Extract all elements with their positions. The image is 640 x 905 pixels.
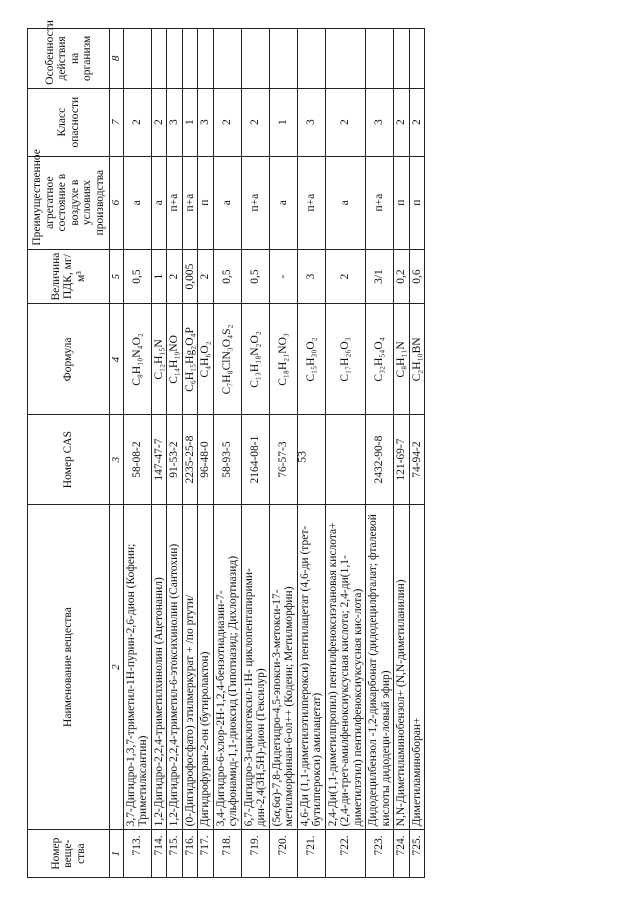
rotated-page <box>27 20 627 878</box>
cell-aggregate-state: п+а <box>297 156 325 249</box>
table-row <box>182 29 198 878</box>
table-row <box>151 29 167 878</box>
header-pdk: Величина ПДК, мг/м³ <box>28 249 110 304</box>
cell-cas-number: 2432-90-8 <box>366 415 394 504</box>
header-features: Особенности действия на организм <box>28 29 110 89</box>
cell-formula: C₁₈H₂₁NO₃ <box>269 304 297 415</box>
cell-formula: C₇H₈ClN₃O₄S₂ <box>213 304 241 415</box>
table-row <box>241 29 269 878</box>
cell-substance-name: 2,4-Ди(1,1-диметилпропил) пентилфеноксиэтановая кислота+ (2,4-ди-трет-амилфеноксиуксусная кислота; 2,4-ди(1,1-диметилэтил) пентилфеноксиуксусная кис-лота) <box>325 504 366 830</box>
cell-aggregate-state: п+а <box>241 156 269 249</box>
cell-number: 715. <box>167 830 183 878</box>
cell-pdk-value: 3/1 <box>366 249 394 304</box>
cell-features <box>409 29 425 89</box>
header-row <box>28 29 110 878</box>
cell-number: 713. <box>123 830 151 878</box>
cell-cas-number: 58-93-5 <box>213 415 241 504</box>
cell-number: 724. <box>394 830 410 878</box>
cell-hazard-class: 2 <box>325 88 366 156</box>
cell-number: 718. <box>213 830 241 878</box>
cell-hazard-class: 2 <box>151 88 167 156</box>
cell-substance-name: 3,7-Дигидро-1,3,7-триметил-1Н-пурин-2,6-дион (Кофеин; Триметилксантин) <box>123 504 151 830</box>
table-row <box>297 29 325 878</box>
cell-pdk-value: 1 <box>151 249 167 304</box>
cell-number: 721. <box>297 830 325 878</box>
cell-cas-number <box>325 415 366 504</box>
cell-features <box>182 29 198 89</box>
cell-formula: C₄H₆O₂ <box>198 304 214 415</box>
cell-substance-name: 4,6-Ди (1,1-диметилэтилперокси) пентилацетат (4,6-ди (трет-бутилперокси) амилацетат) <box>297 504 325 830</box>
cell-hazard-class: 2 <box>394 88 410 156</box>
header-name: Наименование вещества <box>28 504 110 830</box>
cell-hazard-class: 3 <box>297 88 325 156</box>
cell-formula: C₁₂H₁₅N <box>151 304 167 415</box>
column-number: 4 <box>110 304 124 415</box>
cell-substance-name: 1,2-Дигидро-2,2,4-триметилхинолин (Ацетонанил) <box>151 504 167 830</box>
cell-substance-name: N,N-Диметиламинобензол+ (N,N-диметиланилин) <box>394 504 410 830</box>
cell-number: 717. <box>198 830 214 878</box>
table-row <box>394 29 410 878</box>
cell-hazard-class: 3 <box>198 88 214 156</box>
cell-formula: C₁₅H₃₀O₂ <box>297 304 325 415</box>
cell-cas-number: 2164-08-1 <box>241 415 269 504</box>
cell-number: 719. <box>241 830 269 878</box>
cell-aggregate-state: п <box>409 156 425 249</box>
cell-pdk-value: 3 <box>297 249 325 304</box>
cell-substance-name: 6,7-Дигидро-3-циклогексил-1Н- циклопентапирими-дин-2,4(3Н,5Н)-дион (Гексилур) <box>241 504 269 830</box>
cell-substance-name: 3,4-Дигидро-6-хлор-2Н-1,2,4-бензотиадиазин-7-сульфонамид-1,1-диоксид (Гипотиазид; Дихлортиазид) <box>213 504 241 830</box>
cell-substance-name: Дидодецилбензол -1,2-дикарбонат (дидодецилфталат; фталевой кислоты дидодеци-ловый эфир) <box>366 504 394 830</box>
table-body <box>123 29 425 878</box>
cell-features <box>394 29 410 89</box>
cell-pdk-value: 0,6 <box>409 249 425 304</box>
cell-pdk-value: 0,5 <box>123 249 151 304</box>
cell-features <box>297 29 325 89</box>
cell-formula: C₁₃H₁₈N₂O₂ <box>241 304 269 415</box>
cell-aggregate-state: п <box>394 156 410 249</box>
cell-substance-name: (5α,6α)-7,8-Дидегидро-4,5-эпокси-3-метокси-17-метилморфинан-6-ол++ (Кодеин; Метилморфин) <box>269 504 297 830</box>
cell-features <box>151 29 167 89</box>
cell-aggregate-state: а <box>325 156 366 249</box>
cell-number: 725. <box>409 830 425 878</box>
cell-pdk-value: 2 <box>167 249 183 304</box>
cell-hazard-class: 1 <box>269 88 297 156</box>
column-number: 5 <box>110 249 124 304</box>
column-number: 2 <box>110 504 124 830</box>
cell-features <box>269 29 297 89</box>
cell-number: 722. <box>325 830 366 878</box>
cell-number: 720. <box>269 830 297 878</box>
cell-hazard-class: 2 <box>241 88 269 156</box>
header-class: Класс опасности <box>28 88 110 156</box>
cell-pdk-value: 0,2 <box>394 249 410 304</box>
cell-cas-number: 96-48-0 <box>198 415 214 504</box>
cell-hazard-class: 2 <box>213 88 241 156</box>
cell-formula: C₈H₁₁N <box>394 304 410 415</box>
table-row <box>269 29 297 878</box>
cell-features <box>213 29 241 89</box>
table-row <box>167 29 183 878</box>
table-row <box>325 29 366 878</box>
cell-aggregate-state: п <box>198 156 214 249</box>
substances-table <box>27 20 425 878</box>
cell-number: 723. <box>366 830 394 878</box>
cell-features <box>366 29 394 89</box>
cell-formula: C₈H₁₀N₄O₂ <box>123 304 151 415</box>
cell-substance-name: Диметиламиноборан+ <box>409 504 425 830</box>
cell-number: 716. <box>182 830 198 878</box>
header-formula: Формула <box>28 304 110 415</box>
table-row <box>198 29 214 878</box>
column-number: 1 <box>110 830 124 878</box>
cell-hazard-class: 2 <box>123 88 151 156</box>
header-aggregate: Преимущественное агрегатное состояние в воздухе в условиях производства <box>28 156 110 249</box>
column-number: 3 <box>110 415 124 504</box>
cell-pdk-value: 0,5 <box>213 249 241 304</box>
cell-aggregate-state: а <box>123 156 151 249</box>
cell-aggregate-state: а <box>213 156 241 249</box>
cell-cas-number: 147-47-7 <box>151 415 167 504</box>
cell-hazard-class: 2 <box>409 88 425 156</box>
cell-cas-number: 91-53-2 <box>167 415 183 504</box>
cell-pdk-value: 2 <box>325 249 366 304</box>
cell-pdk-value: - <box>269 249 297 304</box>
column-number: 6 <box>110 156 124 249</box>
table-row <box>366 29 394 878</box>
cell-features <box>123 29 151 89</box>
cell-pdk-value: 0,5 <box>241 249 269 304</box>
column-number-row <box>110 29 124 878</box>
cell-pdk-value: 0,005 <box>182 249 198 304</box>
cell-hazard-class: 3 <box>167 88 183 156</box>
cell-cas-number: 121-69-7 <box>394 415 410 504</box>
table-row <box>213 29 241 878</box>
cell-aggregate-state: п+а <box>167 156 183 249</box>
cell-formula: C₁₇H₂₆O₃ <box>325 304 366 415</box>
cell-substance-name: 1,2-Дигидро-2,2,4-триметил-6-этоксихинолин (Сантохин) <box>167 504 183 830</box>
cell-aggregate-state: а <box>151 156 167 249</box>
cell-pdk-value: 2 <box>198 249 214 304</box>
cell-cas-number: 58-08-2 <box>123 415 151 504</box>
cell-aggregate-state: п+а <box>366 156 394 249</box>
table-row <box>123 29 151 878</box>
cell-hazard-class: 1 <box>182 88 198 156</box>
cell-features <box>325 29 366 89</box>
header-cas: Номер CAS <box>28 415 110 504</box>
cell-formula: C₆H₁₅Hg₂O₄P <box>182 304 198 415</box>
header-no: Номер веще-ства <box>28 830 110 878</box>
cell-features <box>241 29 269 89</box>
cell-formula: C₁₄H₁₉NO <box>167 304 183 415</box>
cell-cas-number: 2235-25-8 <box>182 415 198 504</box>
cell-substance-name: Дигидрофуран-2-он (бутиролактон) <box>198 504 214 830</box>
cell-number: 714. <box>151 830 167 878</box>
cell-hazard-class: 3 <box>366 88 394 156</box>
cell-cas-number <box>294 415 325 504</box>
column-number: 7 <box>110 88 124 156</box>
cell-cas-number: 74-94-2 <box>409 415 425 504</box>
table-row <box>409 29 425 878</box>
cell-features <box>198 29 214 89</box>
cell-substance-name: (0-Дигидрофосфато) этилмеркурат + /по ртути/ <box>182 504 198 830</box>
cell-aggregate-state: а <box>269 156 297 249</box>
cell-aggregate-state: п+а <box>182 156 198 249</box>
cell-cas-number: 76-57-3 <box>269 415 297 504</box>
page-number: 53 <box>294 451 309 463</box>
cell-formula: C₃₂H₅₄O₄ <box>366 304 394 415</box>
column-number: 8 <box>110 29 124 89</box>
cell-features <box>167 29 183 89</box>
cell-formula: C₂H₁₀BN <box>409 304 425 415</box>
